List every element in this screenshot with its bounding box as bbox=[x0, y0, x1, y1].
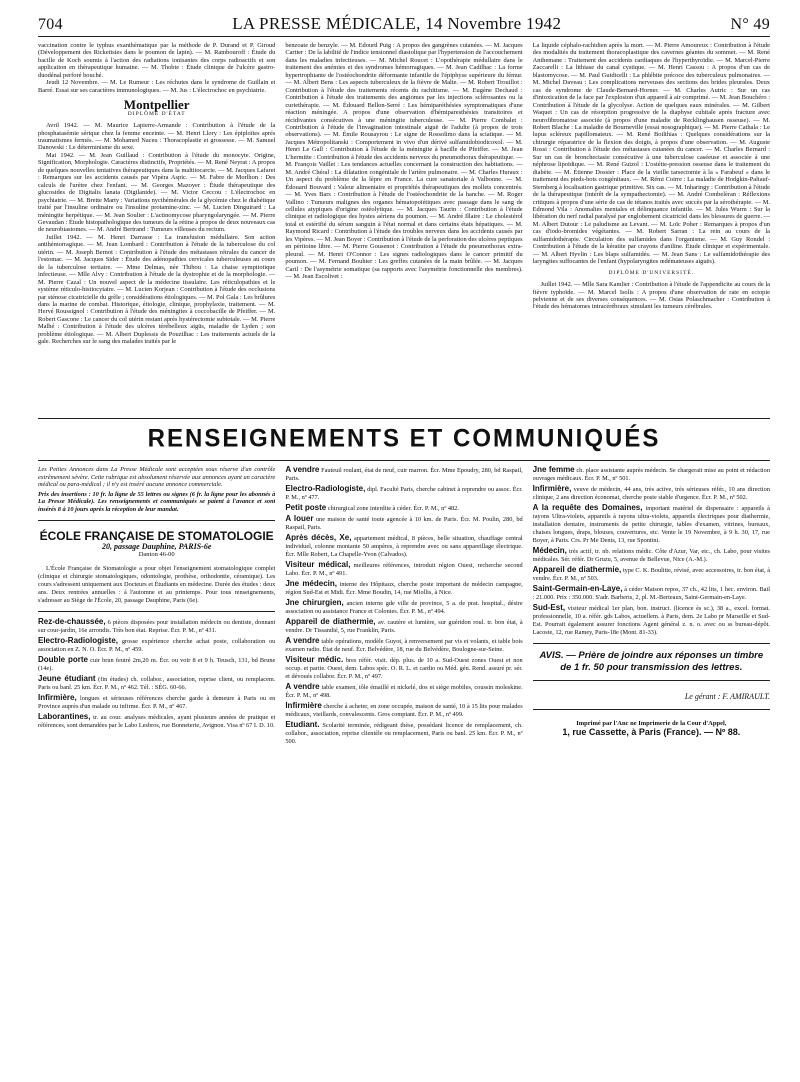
paragraph: benzoate de benzyle. — M. Edourd Puig : A propos des gangrènes cutanées. — M. Jacques Cartier : De la labilité de l'indice tensionnel diastolique par l'hypertension de l'accouchement dans les maladies infectieuses. — M. Michel Roucet : L'opothérapie médullaire dans le traitement des anémies et des syndromes hémorragiques. — M. Jean Cadilhac : La forme hypertrophiante de l'ostéochondrite déformante infantile de l'épiphyse supérieure du fémur. — M. Albert Bens : Les aspects tuberculeux de la fièvre de Malte. — M. Robert Trouillot : Contribution à l'étude des traitements récents du rachitisme. — M. Eugène Dechaud : Contribution à l'étude des traitements des angiomes par les injections sclérosantes ou la curiethérapie. — M. Édouard Bellon-Serré : Les hémiparéthésies symptomatiques d'une réaction méningée. A propos d'une observation d'hémiparesthésies transitoires et récidivantes consécutives à une méningite tuberculeuse. — M. Pierre Combalet : Contribution à l'étude de l'invagination intestinale aiguë de l'adulte (à propos de trois observations). — M. Émile Rousayrou : Le signe de Rossolimo dans la sciatique. — M. Jacques Métropolitanski : Comportement in vivo d'un dérivé sulfamidobiodicoxol. — M. Henri Le Gall : Contribution à l'étude de la méningite à bacille de Pfeiffer. — M. Jean L'hermitte : Contribution à l'étude des accidents nerveux du pneumothorax thérapeutique. — M. François Vaillet : Les tendances actuelles concernant la construction des habitations. — M. André Chéral : La dilatation congénitale de l'artère pulmonaire. — M. Charles Huraux : Un aspect du problème de la lèpre en France. La cure sanatoriale à Valbonne. — M. Édouard Bouvard : Valeur alimentaire et propriétés thérapeutiques des mollets concentrés. — M. Yves Bars : Contribution à l'étude de l'ostéochondrite de la hanche. — M. Roger Vallino : Tumeurs malignes des organes hématopoïétiques avec passage dans le sang de cellules atypiques d'origine ostéolytique. — M. Jacques Taurin : Contribution à l'étude clinique et radiologique des hystes aériens du poumon. — M. André Illaire : Le cholestérol total et estérifié du sérum sanguin à l'état normal et dans certains états hépatiques. — M. Raymond Ricard : Contribution à l'étude des troubles nerveux dans les accidents causés par les Vipères. — M. Jean Boyer : Contribution à l'étude de la perforation des ulcères peptiques en péritoine libre. — M. Pierre Gousenot : Contribution à l'étude du pneumothorax extra-pleural. — M. Henri O'Connor : Les signes radiologiques dans le cancer primitif du poumon. — M. Fernand Bouhier : Les greffes cutanées de la main brûlée. — M. Jacques Caril : De l'asymétrie somatique (sa rapports avec l'asymétrie fonctionnelle des membres). — M. Jean Escolivet : bbox=[285, 42, 523, 281]
paragraph: Mai 1942. — M. Jean Guillaud : Contribution à l'étude du monocyte. Origine, Signification, Morphologie. Caractères distinctifs, Propriétés. — M. René Neyrat : A propos de quelques nouvelles tentatives thérapeutiques dans la maltitocarcie. — M. Jacques Lafaret : Remarques sur les accidents causés par Vipèra Aspic. — M. Fabre de Morlhon : Des calculs de l'urètre chez l'enfant. — M. Georges Mazoyer : Étude thérapeutique des glucosides de Digitalis lanata (Digilanide). — M. Victor Ceccou : L'électrochoc en psychiatrie. — M. Brette Marty : Variations nycthémérales de la glycémie chez le diabétique traité par l'insuline ordinaire ou l'insuline protamine-zinc. — M. Lucien Dinguirard : La méningite herpétique. — M. Jean Soulier : L'actinomycose pharyngolaryngée. — M. Pierre Gevaudan : Étude histopathologique des tumeurs de la rétine à propos de deux nouveaux cas de neurobiastomes. — M. André Bertrand : Tumeurs villeuses du rectum. bbox=[38, 151, 276, 234]
ad-text: Fauteuil roulant, état de neuf, cuir marron. Écr. Mme Epoudry, 280, bd Raspail, Paris. bbox=[285, 467, 523, 482]
ad-text: cuir brun feutré 2m,20 m. Écr. ou voir 8 et 9 h. Teusch, 131, bd Brune (14e). bbox=[38, 656, 276, 672]
classified-ad bbox=[533, 585, 770, 602]
paragraph: vaccination contre le typhus exanthématique par la méthode de P. Durand et P. Giroud (Développement des Rickettsies dans le poumon de lapin). — M. Rambouroff : Étude du bacille de Koch soumis à l'action des radiations ionisantes des corps radioactifs et son application en thérapeutique humaine. — M. Thobie : Étude clinique de l'ulcère gastro-duodénal perforé bouché. bbox=[38, 42, 276, 79]
classified-ad bbox=[285, 618, 522, 635]
classified-ad bbox=[38, 656, 275, 673]
ads-column-3 bbox=[533, 466, 770, 1076]
ads-column-2 bbox=[285, 466, 522, 1076]
classified-ad bbox=[285, 580, 522, 597]
ad-lead: Saint-Germain-en-Laye, bbox=[532, 584, 623, 593]
ad-lead: Infirmière, bbox=[38, 692, 77, 702]
classified-ad bbox=[38, 637, 275, 654]
school-body: L'École Française de Stomatologie a pour objet l'enseignement stomatologique complet (clinique et chirurgie stomatologiques, odontologie, prothèse, orthodontie, céramique). Les cours s'adressent uniquement aux Docteurs et Étudiants en médecine. Durée des études : deux ans. Deux rentrées annuelles : à l'automne et au printemps. Pour tous renseignements, s'adresser au Siège de l'École, 20, passage Dauphine, Paris (6e). bbox=[38, 564, 276, 604]
imprint-line-2: 1, rue Cassette, à Paris (France). — Nº 88. bbox=[562, 727, 741, 737]
ad-lead: Sud-Est, bbox=[532, 603, 566, 612]
ad-lead: A vendre bbox=[285, 682, 320, 691]
divider bbox=[533, 680, 770, 681]
imprint bbox=[533, 720, 770, 736]
section-subheading: DIPLÔME D'UNIVERSITÉ. bbox=[608, 269, 695, 276]
theses-column-1 bbox=[38, 42, 275, 414]
section-subheading: DIPLÔME D'ÉTAT bbox=[127, 110, 186, 117]
ad-lead: Jne chirurgien, bbox=[285, 598, 344, 607]
header-rule bbox=[38, 36, 770, 37]
ads-list-3 bbox=[533, 466, 770, 637]
ad-text: Scolarité terminée, rédigeant thèse, possédant licence de remplacement, ch. collabor., association, reprise clientèle ou remplacement, Paris ou banl. 25 km. Écr. P. M., nº 500. bbox=[285, 722, 523, 745]
ad-text: grosse expérience cherche achat poste, collaboration ou association en Z. N. O. Écr. P. M., nº 459. bbox=[38, 637, 276, 653]
ad-text: à céder Maison repos, 37 ch., 42 lits, 1 hec. environ. Bail : 21.000. Prix : 350.000. S'adr. Barberis, 2, pl. M.-Berteaux, Saint-Germain-en-Laye. bbox=[532, 586, 770, 601]
classified-ad bbox=[533, 547, 770, 564]
ad-text: cherche à acheter, en zone occupée, maison de santé, 10 à 15 lits pour malades médicaux, vieillards, convalescents. Gros comptant. Écr. P. M., nº 499. bbox=[285, 703, 523, 718]
ad-lead: A vendre bbox=[285, 636, 320, 645]
imprint-line-1: Imprimé par l'Anc ne Imprimerie de la Cour d'Appel, bbox=[576, 720, 727, 727]
ad-text: une maison de santé toute agencée à 10 km. de Paris. Écr. M. Poulin, 280, bd Raspail, Paris. bbox=[285, 516, 523, 531]
classified-ad bbox=[285, 599, 522, 616]
classified-ad bbox=[285, 656, 522, 681]
section-heading-montpellier: Montpellier bbox=[123, 97, 190, 113]
classified-ad bbox=[533, 466, 770, 483]
ad-lead: Electro-Radiologiste, bbox=[285, 484, 366, 493]
ad-lead: Laborantines, bbox=[38, 711, 91, 721]
ad-lead: Après décès, Xe, bbox=[285, 533, 352, 542]
issue-number: N° 49 bbox=[730, 16, 770, 33]
ad-text: tr. au cour. analyses médicales, ayant plusieurs années de pratique et références, sont demandées par le Labo Lesbros, rue Bonneterie, Avignon. Visa nº 67 I. D. 10. bbox=[38, 713, 276, 729]
ad-lead: Jne médecin, bbox=[285, 579, 338, 588]
paragraph: Avril 1942. — M. Maurice Lapierre-Armande : Contribution à l'étude de la phosphatasémie sérique chez la femme enceinte. — M. Henri Llory : Les épiploïtes aprés traumatismes fermés. — M. Mohamed Naceu : Thoracoplastie et grossesse. — M. Samuel Danowski : Le déterminisme du sexe. bbox=[38, 122, 276, 152]
ad-text: bres référ. visit. dép. plus. de 10 a. Sud-Ouest zones Ouest et non occup. et partie. Ouest, dem. Labos spéc. O. R. L. et cardio ou Méd. gén. Rend. assuré pr. sér. et dévoués collabor. Écr. P. M., nº 497. bbox=[285, 657, 523, 680]
ad-text: longues et sérieuses références cherche garde à demeure à Paris ou en Province auprès d'un malade ou infirme. Écr. P. M., nº 467. bbox=[38, 694, 276, 710]
ad-lead: A vendre bbox=[285, 466, 320, 474]
classified-ad bbox=[285, 485, 522, 502]
ad-lead: Petit poste bbox=[285, 503, 327, 512]
banner-rule bbox=[38, 460, 770, 461]
ad-lead: Infirmière, bbox=[532, 484, 572, 493]
classified-ad bbox=[533, 504, 770, 545]
ads-list-2 bbox=[285, 466, 522, 746]
ad-lead: Médecin, bbox=[532, 546, 567, 555]
ad-text: chirurgical zone interdite à céder. Écr. P. M., nº 482. bbox=[327, 505, 459, 512]
ad-text: 6 pièces disposées pour installation médecin ou dentiste, donnant sur cour-jardin, 16e arrondis. Très bon état. Reprise. Écr. P. M., nº 431. bbox=[38, 618, 276, 634]
classified-ad bbox=[285, 721, 522, 746]
classified-ad bbox=[285, 702, 522, 719]
classified-ad bbox=[285, 466, 522, 483]
ad-lead: Rez-de-chaussée, bbox=[38, 616, 106, 626]
running-head bbox=[38, 14, 770, 34]
classified-ad bbox=[285, 534, 522, 559]
ad-lead: Electro-Radiologiste, bbox=[38, 635, 119, 645]
school-address: 20, passage Dauphine, PARIS-6e bbox=[101, 541, 212, 551]
section-rule bbox=[38, 418, 770, 419]
ad-lead: A louer bbox=[285, 514, 314, 523]
ad-text: ancien interne gde ville de province, 5 a. de prat. hospital., désire association ou assistance France et Colonies. Écr. P. M., nº 494. bbox=[285, 600, 523, 615]
ads-notice: Les Petites Annonces dans La Presse Médicale sont acceptées sous réserve d'un contrôle extrêmement sévère. Cette rubrique est absolument réservée aux annonces ayant un caractère médical ou para-médical ; il n'y est inséré aucune annonce commerciale. bbox=[38, 466, 276, 489]
ad-text: meilleures références, introduit région Ouest, recherche second Labo. Écr. P. M., nº 491. bbox=[285, 562, 523, 577]
ad-text: av. cautère et lumière, sur guéridon roul. tr. bon état, à vendre. Dr Tissandié, 5, rue Franklin, Paris. bbox=[285, 619, 523, 634]
classified-ad bbox=[38, 694, 275, 711]
ad-lead: Appareil de diathermie, bbox=[532, 565, 622, 574]
theses-section bbox=[38, 42, 770, 414]
ad-lead: A la requête des Domaines, bbox=[532, 503, 643, 512]
ad-text: appartement médical, 8 pièces, belle situation, chauffage central individuel, colonne montante 50 ampères, à reprendre avec ou sans appareillage électrique. Écr. Mlle Robert, La Chapelle-Yvon (Calvados). bbox=[285, 535, 523, 558]
school-notice bbox=[38, 529, 275, 559]
divider bbox=[533, 709, 770, 710]
ad-text: (fin études) ch. collabor., association, reprise client, ou remplacem. Paris ou banl. 25 km. Écr. P. M., nº 462. Tél. : SÉG. 60-66. bbox=[38, 675, 276, 691]
classified-ad bbox=[38, 675, 275, 692]
classified-ad bbox=[533, 485, 770, 502]
ad-text: visiteur médical 1er plan, bon. instruct. (licence ès sc.), 38 a., excel. format. professionnelle, 10 a. référ. gds Labos, actuellem. à Paris, dem. 2e Labo pr Marseille et Sud-Est. Pourrait également assurer fonctions Agent général z. n. o. avec ou ss bureau-dépôt. Lacoste, 12, rue Ramey, Paris-18e (Mont. 81-33). bbox=[532, 605, 770, 636]
paragraph: La liquide céphalo-rachidien après la mort. — M. Pierre Amoureux : Contribution à l'étude des modalités du traitement thoracoplastique des cavernes géantes du sommet. — M. René Anthemane : Traitement des accidents cardiaques de l'hyperthyroïdie. — M. Marcel-Pierre Zaccarelli : La lithiase du canal cystique. — M. Henri Cassou : A propos d'un cas de blastomycose. — M. Paul Guidicelli : La phlébite précoce des tuberculeux pulmonaires. — M. Michel Daveau : Les complications nerveuses des sections des brides pleurales. Deux cas de syndrome de Claude-Bernard-Horner. — M. Charles Autric : Sur un cas d'intoxication de la face par l'explosion d'un appareil à air comprimé. — M. Jean Bouchéro : Contribution à l'étude de la glycolyse. Action de quelques eaux minérales. — M. Gilbert Waquet : Un cas de résorption progressive de la diaphyse cubitale après fracture avec neurofibromatose associée (à propos d'une maladie de Recklinghausen osseuse). — M. Robert Blache : La maladie de Bourneville (essai nosographique). — M. Pierre Cathala : Le lupus scléreux papillomateux. — M. René Boilthias : Quelques considérations sur la chirurgie réparatrice de la flexion des doigts, à propos d'une observation. — M. Auguste Rossi : Contribution à l'étude des métastases cutanées du cancer. — M. Charles Bernard : Sur un cas de bronchectasie consécutive à une tuberculose caséeuse et associée à une néphrose lipoïdique. — M. René Guizol : L'ostéite-pression osseuse dans le traitement du diabète. — M. Étienne Dossier : Place de la vieille tarsectomie à la « Farabeuf » dans le traitement des pieds-bots congénitaux. — M. Rémi Coirre : La maladie de Hodgkin-Paltauf-Sternberg à localisation gastrique primitive. Six cas. — M. Inharingy : Contribution à l'étude de la thérapeutique (intérêt de la sympathectomie). — M. André Combelèran : Réflexions critiques à propos d'une série de cas de tétanos traités avec succès par la sérothérapie. — M. Edmond Vila : Anomalies mentales et délinquance infantile. — M. Jules Wurm : Sur la libération du nerf radial paralysé par englobement cicatriciel dans les blessures de guerre. — M. Albert Dutour : Le paludisme au Levant. — M. Loïc Poher : Remarques à propos d'un cas d'iodo-bromides végétantes. — M. Robert Sarran : La rein au cours de la sulfamidothérapie. Circulation des sulfamides dans l'organisme. — M. Guy Rondel : Contribution à l'étude de la kératite par crayons d'aniline. Étude clinique et expérimentale. — M. Albert Hyvlin : Les blaps sulfamidés. — M. Jean Sans : Le sulfamidothérapie des laryngites suffocantes de l'enfant (hypolaryngites œdémateuses aiguës). bbox=[532, 42, 770, 266]
communiques-banner: RENSEIGNEMENTS ET COMMUNIQUÉS bbox=[147, 424, 661, 453]
ad-lead: Jeune étudiant bbox=[38, 673, 96, 683]
classified-ad bbox=[285, 515, 522, 532]
ad-lead: Double porte bbox=[38, 654, 88, 664]
ad-text: type C. K. Boulitte, révisé, avec accessoires, tr. bon état, à vendre. Écr. P. M., nº 503. bbox=[532, 567, 770, 582]
classified-ad bbox=[285, 683, 522, 700]
gerant-line: Le gérant : F. AMIRAULT. bbox=[684, 692, 770, 701]
ad-lead: Visiteur médical, bbox=[285, 560, 351, 569]
ad-text: interne des Hôpitaux, cherche poste important de médecin campagne, région Sud-Est et Midi. Écr. Mme Boudin, 14, rue Miollis, à Nice. bbox=[285, 581, 523, 596]
ads-pricing: Prix des insertions : 10 fr. la ligne de 55 lettres ou signes (6 fr. la ligne pour les abonnés à La Presse Médicale). Les renseignements et communiqués se paient à l'avance et sont insérés 8 à 10 jours après la réception de leur mandat. bbox=[38, 490, 276, 513]
classified-ad bbox=[533, 566, 770, 583]
paragraph: Juillet 1942. — M. Henri Darrasse : La transfusion médullaire. Son action antihémorragique. — M. Jean Lombard : Contribution à l'étude de la tuberculose du col utérin. — M. Joseph Bernot : Contribution à l'étude des métastases rétrales du cancer de l'estomac. — M. Jacques Sider : Étude des adénopathies cervicales tuberculeuses au cours de la tuberculose tertiaire. — Mme Delmas, née Thibou : La chaise symptiotique infectieuse. — Mlle Alvy : Contribution à l'étude de la dystrophie et de la morphologie. — M. Pierre Cazal : Un nouvel aspect de la médecine tissulaire. Les réticulopathies et le système réticulo-histiocytaire. — M. Lucien Korjean : Contribution à l'étude des occlusions par sténose cicatricielle du grêle ; considérations étiologiques. — M. Pol Gala : Les brûlures dans la marine de combat. Historique, étiologie, clinique, prophylaxie, traitement. — M. Hervé Roussignol : Contribution à l'étude des méningites à coccobacille de Pfeiffer. — M. Robert Gascone : Le cancer du col utérin restant après hystérectomie subtotale. — M. Pierre Malhé : Contribution à l'étude des ulcères térébelleux aigüs, maladie de Lyden ; son problème étiologique. — M. Albert Duplessis de Pouzilhac : Les traitements actuels de la gale. Recherches sur le sang des malades traités par le bbox=[38, 233, 276, 346]
ads-list-1 bbox=[38, 618, 275, 730]
ad-text: table opérations, modèle Guyot, à renversement par vis et volants, et table bois examen radio. État de neuf. Écr. Belvédère, 18, rue du Belvédère, Boulogne-sur-Seine. bbox=[285, 638, 523, 653]
school-name: ÉCOLE FRANÇAISE DE STOMATOLOGIE bbox=[39, 528, 274, 543]
classified-ad bbox=[38, 713, 275, 730]
paragraph: Jeudi 12 Novembre. — M. Le Rumeur : Les réchutes dans le syndrome de Guillain et Barré. Essai sur ses caractères immunologiques. — M. Jus : L'électrochoc en psychiatrie. bbox=[38, 79, 276, 94]
ad-text: très actif, tr. nb. relations médic. Côte d'Azur, Var, etc., ch. Labo, pour visites médicales. Sér. référ. Dr Gruzu, 5, avenue de Bellevue, Nice (A.-M.). bbox=[532, 548, 770, 563]
classified-ad bbox=[38, 618, 275, 635]
classified-ad bbox=[533, 604, 770, 637]
paragraph: Juillet 1942. — Mlle Sara Kamlier : Contribution à l'étude de l'appendicite au cours de la fièvre typhoïde. — M. Marcel Isolis : A propos d'une observation de rate en ectopie pelvienne et de ses diverses conséquences. — M. Osias Polaschmacher : Contribution à l'étude des hématomes intracérébraux simulant les tumeurs cérébrales. bbox=[532, 281, 770, 311]
ad-lead: Etudiant. bbox=[285, 720, 320, 729]
divider bbox=[38, 520, 275, 521]
divider bbox=[38, 611, 275, 612]
classified-ad bbox=[285, 504, 522, 513]
ad-text: dipl. Faculté Paris, cherche cabinet à reprendre ou assoc. Écr. P. M., nº 477. bbox=[285, 486, 523, 501]
ad-lead: Visiteur médic. bbox=[285, 655, 344, 664]
avis-notice: AVIS. — Prière de joindre aux réponses un timbre de 1 fr. 50 pour transmission des lettres. bbox=[539, 650, 764, 673]
ads-column-1 bbox=[38, 466, 275, 1076]
newspaper-page bbox=[38, 0, 770, 1082]
divider bbox=[533, 643, 770, 644]
ads-section bbox=[38, 466, 770, 1076]
theses-column-3 bbox=[533, 42, 770, 414]
theses-column-2 bbox=[285, 42, 522, 414]
ad-text: important matériel de dispensaire : appareils à rayons Ultra-violets, appareils à rayons ultra-violets, appareils électriques pour diathermie, installation dentaire, instruments de petite chirurgie, tables d'examen, vitrines, bureaux, chaises longues, draps, blouses, couvertures, etc. Vente le 19 Novembre, à 9 h. 30, 17, rue Boyer, à Paris. Crs. Pr Me Denis, 13, rue Spontini. bbox=[532, 505, 770, 544]
ad-lead: Appareil de diathermie, bbox=[285, 617, 376, 626]
ad-lead: Infirmière bbox=[285, 701, 322, 710]
classified-ad bbox=[285, 637, 522, 654]
ad-text: veuve de médecin, 44 ans, très active, très sérieuses référ., 10 ans direction clinique, 2 ans direction économat, cherche poste stable d'urgence. Écr. P. M., nº 502. bbox=[532, 486, 770, 501]
ad-lead: Jne femme bbox=[532, 466, 575, 474]
page-number: 704 bbox=[38, 16, 63, 33]
ad-text: table examen, tôle émaillé et nickelé, dos et siège mobiles, coussin moleskine. Écr. P. M., nº 498. bbox=[285, 684, 523, 699]
classified-ad bbox=[285, 561, 522, 578]
journal-title: LA PRESSE MÉDICALE, 14 Novembre 1942 bbox=[232, 14, 562, 33]
school-phone: Danton 46-00 bbox=[138, 550, 175, 558]
ad-text: ch. place assistante auprès médecin. Se chargerait mise au point et rédaction ouvrages médicaux. Écr. P. M., nº 501. bbox=[532, 467, 770, 482]
